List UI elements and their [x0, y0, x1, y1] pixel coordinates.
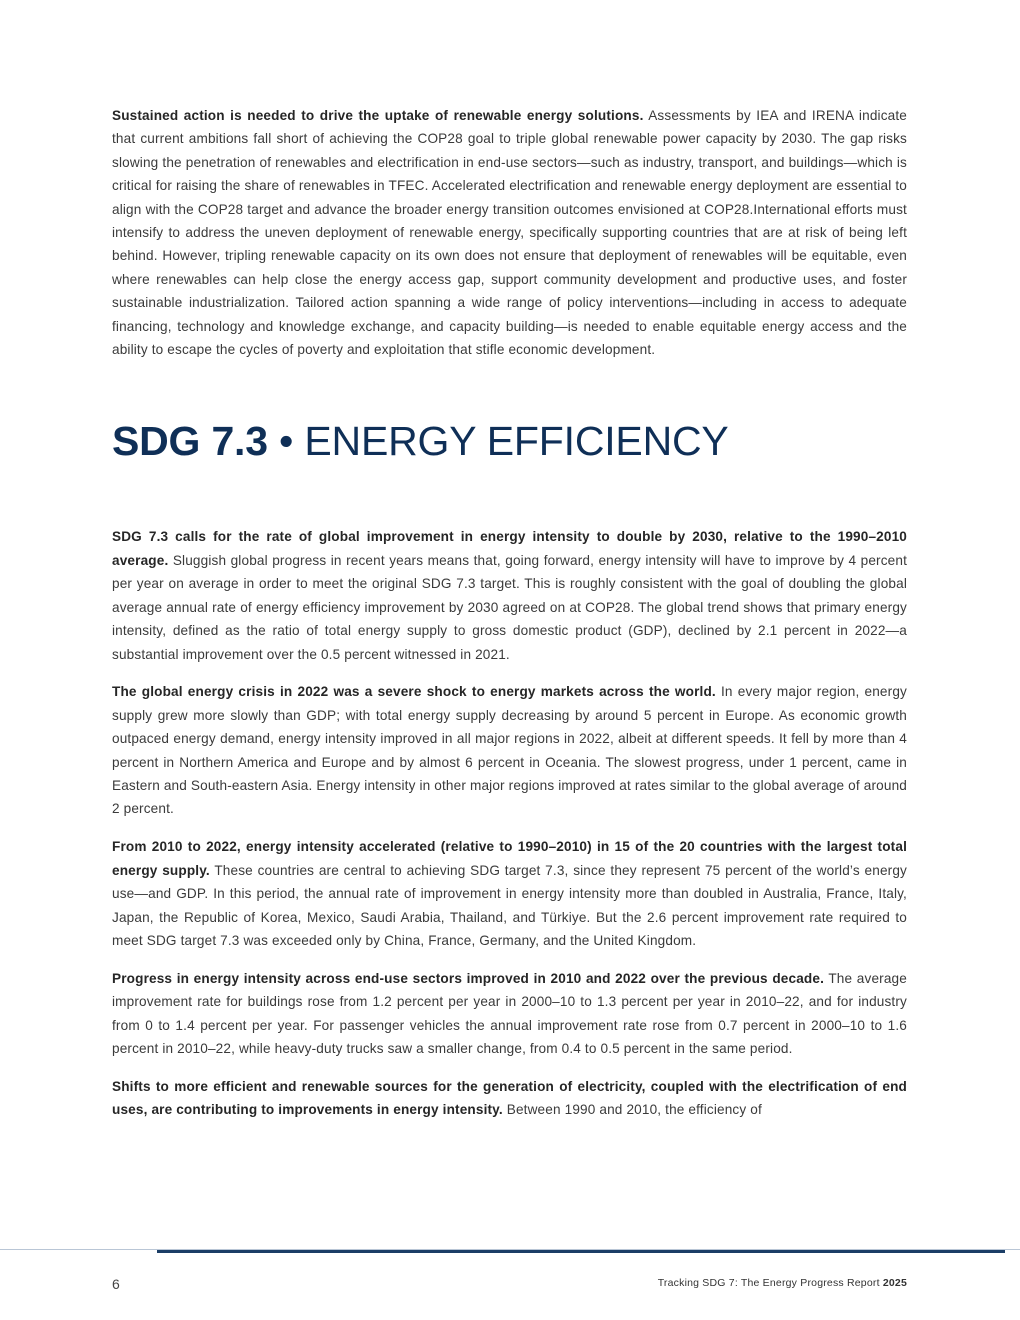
paragraph-lead: The global energy crisis in 2022 was a severe shock to energy markets across the world. — [112, 684, 716, 700]
paragraph-body: In every major region, energy supply grew more slowly than GDP; with total energy supply decreasing by around 5 percent in Europe. As economic growth outpaced energy demand, energy intensity improved in all major regions in 2022, albeit at different speeds. It fell by more than 4 percent in Northern America and Europe and by almost 6 percent in Oceania. The slowest progress, under 1 percent, came in Eastern and South-eastern Asia. Energy intensity in other major regions improved at rates similar to the global average of around 2 percent. — [112, 684, 907, 817]
paragraph-body: The average improvement rate for buildings rose from 1.2 percent per year in 2000–10 to 1.3 percent per year in 2010–22, and for industry from 0 to 1.4 percent per year. For passenger vehicles the annual improvement rate rose from 0.7 percent in 2000–10 to 1.6 percent in 2010–22, while heavy-duty trucks saw a smaller change, from 0.4 to 0.5 percent in the same period. — [112, 970, 907, 1057]
running-title — [658, 1277, 907, 1289]
paragraph-body: Sluggish global progress in recent years means that, going forward, energy intensity will have to improve by 4 percent per year on average in order to meet the original SDG 7.3 target. This is roughly consistent with the goal of doubling the global average annual rate of energy efficiency improvement by 2030 agreed on at COP28. The global trend shows that primary energy intensity, defined as the ratio of total energy supply to gross domestic product (GDP), declined by 2.1 percent in 2022—a substantial improvement over the 0.5 percent witnessed in 2021. — [112, 552, 907, 662]
intro-paragraph — [112, 104, 907, 361]
body-paragraph — [112, 835, 907, 952]
section-heading — [112, 417, 907, 465]
running-title-middle: : The Energy Progress Report — [734, 1277, 883, 1289]
paragraph-body: These countries are central to achieving SDG target 7.3, since they represent 75 percent of the world’s energy use—and GDP. In this period, the annual rate of improvement in energy intensity more than doubled in Australia, France, Italy, Japan, the Republic of Korea, Mexico, Saudi Arabia, Thailand, and Türkiye. But the 2.6 percent improvement rate required to meet SDG target 7.3 was exceeded only by China, France, Germany, and the United Kingdom. — [112, 862, 907, 948]
paragraph-body: Between 1990 and 2010, the efficiency of — [502, 1102, 762, 1118]
paragraph-lead: SDG 7.3 calls for the rate of global improvement in energy intensity to double by 2030, relative to the 1990–2010 average. — [112, 529, 907, 568]
running-title-prefix: Tracking SDG 7 — [657, 1277, 735, 1289]
paragraph-lead: Progress in energy intensity across end-use sectors improved in 2010 and 2022 over the previous decade. — [112, 970, 825, 986]
section-title: ENERGY EFFICIENCY — [304, 418, 729, 465]
intro-body: Assessments by IEA and IRENA indicate that current ambitions fall short of achieving the COP28 goal to triple global renewable power capacity by 2030. The gap risks slowing the penetration of renewables and electrification in end-use sectors—such as industry, transport, and buildings—which is critical for raising the share of renewables in TFEC. Accelerated electrification and renewable energy deployment are essential to align with the COP28 target and advance the broader energy transition outcomes envisioned at COP28.International efforts must intensify to address the uneven deployment of renewable energy, specifically supporting countries that are at risk of being left behind. However, tripling renewable capacity on its own does not ensure that deployment of renewables will be equitable, even where renewables can help close the energy access gap, support community development and productive uses, and foster sustainable industrialization. Tailored action spanning a wide range of policy interventions—including in access to adequate financing, technology and knowledge exchange, and capacity building—is needed to enable equitable energy access and the ability to escape the cycles of poverty and exploitation that stifle economic development. — [112, 108, 907, 358]
body-paragraph — [112, 1075, 907, 1122]
page-number: 6 — [112, 1276, 120, 1292]
paragraph-lead: Shifts to more efficient and renewable sources for the generation of electricity, coupled with the electrification of end uses, are contributing to improvements in energy intensity. — [112, 1079, 907, 1118]
paragraph-lead: From 2010 to 2022, energy intensity accelerated (relative to 1990–2010) in 15 of the 20 countries with the largest total energy supply. — [112, 839, 907, 878]
running-title-year: 2025 — [882, 1277, 907, 1289]
footer-divider — [157, 1250, 1005, 1253]
section-separator: • — [267, 418, 305, 465]
page-content — [112, 104, 907, 1136]
section-number: SDG 7.3 — [112, 418, 268, 465]
intro-lead: Sustained action is needed to drive the uptake of renewable energy solutions. — [112, 108, 644, 123]
body-paragraph — [112, 967, 907, 1061]
body-paragraph — [112, 680, 907, 820]
body-paragraph — [112, 525, 907, 665]
